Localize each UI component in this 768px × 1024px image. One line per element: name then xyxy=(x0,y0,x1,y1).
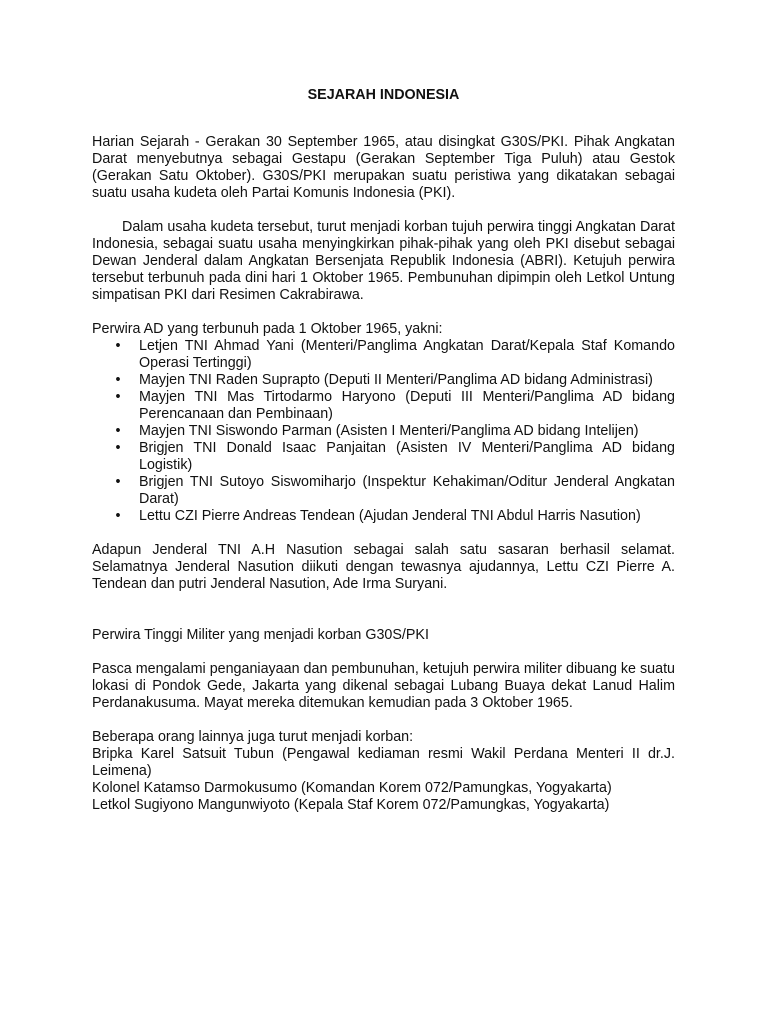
list-item: • Mayjen TNI Siswondo Parman (Asisten I Menteri/Panglima AD bidang Intelijen) xyxy=(139,423,675,440)
list-intro: Perwira AD yang terbunuh pada 1 Oktober 1965, yakni: xyxy=(92,321,443,337)
bullet-icon: • xyxy=(115,474,121,490)
bullet-icon: • xyxy=(115,389,121,405)
others-line: Bripka Karel Satsuit Tubun (Pengawal kediaman resmi Wakil Perdana Menteri II dr.J. Leimena) xyxy=(92,746,675,779)
list-item: • Lettu CZI Pierre Andreas Tendean (Ajudan Jenderal TNI Abdul Harris Nasution) xyxy=(139,508,675,525)
document-title: SEJARAH INDONESIA xyxy=(307,87,460,103)
bullet-icon: • xyxy=(115,423,121,439)
paragraph-coup: Dalam usaha kudeta tersebut, turut menjadi korban tujuh perwira tinggi Angkatan Darat Indonesia, sebagai suatu usaha menyingkirkan pihak-pihak yang oleh PKI disebut sebagai Dewan Jenderal dalam Angkatan Bersenjata Republik Indonesia (ABRI). Ketujuh perwira tersebut terbunuh pada dini hari 1 Oktober 1965. Pembunuhan dipimpin oleh Letkol Untung simpatisan PKI dari Resimen Cakrabirawa. xyxy=(92,219,675,303)
list-item: • Brigjen TNI Donald Isaac Panjaitan (Asisten IV Menteri/Panglima AD bidang Logistik) xyxy=(139,440,675,474)
section-subheading: Perwira Tinggi Militer yang menjadi korban G30S/PKI xyxy=(92,627,429,643)
others-line: Letkol Sugiyono Mangunwiyoto (Kepala Staf Korem 072/Pamungkas, Yogyakarta) xyxy=(92,797,610,813)
document-body xyxy=(92,87,675,814)
paragraph-nasution: Adapun Jenderal TNI A.H Nasution sebagai salah satu sasaran berhasil selamat. Selamatnya Jenderal Nasution diikuti dengan tewasnya ajudannya, Lettu CZI Pierre A. Tendean dan putri Jenderal Nasution, Ade Irma Suryani. xyxy=(92,542,675,592)
bullet-icon: • xyxy=(115,508,121,524)
officer-list xyxy=(92,338,675,525)
list-item: • Mayjen TNI Raden Suprapto (Deputi II Menteri/Panglima AD bidang Administrasi) xyxy=(139,372,675,389)
others-intro: Beberapa orang lainnya juga turut menjadi korban: xyxy=(92,729,414,745)
bullet-icon: • xyxy=(115,440,121,456)
list-item: • Brigjen TNI Sutoyo Siswomiharjo (Inspektur Kehakiman/Oditur Jenderal Angkatan Darat) xyxy=(139,474,675,508)
bullet-icon: • xyxy=(115,338,121,354)
others-line: Kolonel Katamso Darmokusumo (Komandan Korem 072/Pamungkas, Yogyakarta) xyxy=(92,780,612,796)
bullet-icon: • xyxy=(115,372,121,388)
paragraph-intro: Harian Sejarah - Gerakan 30 September 1965, atau disingkat G30S/PKI. Pihak Angkatan Darat menyebutnya sebagai Gestapu (Gerakan September Tiga Puluh) atau Gestok (Gerakan Satu Oktober). G30S/PKI merupakan suatu peristiwa yang dikatakan sebagai suatu usaha kudeta oleh Partai Komunis Indonesia (PKI). xyxy=(92,134,675,201)
paragraph-lubang-buaya: Pasca mengalami penganiayaan dan pembunuhan, ketujuh perwira militer dibuang ke suatu lokasi di Pondok Gede, Jakarta yang dikenal sebagai Lubang Buaya dekat Lanud Halim Perdanakusuma. Mayat mereka ditemukan kemudian pada 3 Oktober 1965. xyxy=(92,661,675,711)
list-item: • Letjen TNI Ahmad Yani (Menteri/Panglima Angkatan Darat/Kepala Staf Komando Operasi Tertinggi) xyxy=(139,338,675,372)
list-item: • Mayjen TNI Mas Tirtodarmo Haryono (Deputi III Menteri/Panglima AD bidang Perencanaan dan Pembinaan) xyxy=(139,389,675,423)
